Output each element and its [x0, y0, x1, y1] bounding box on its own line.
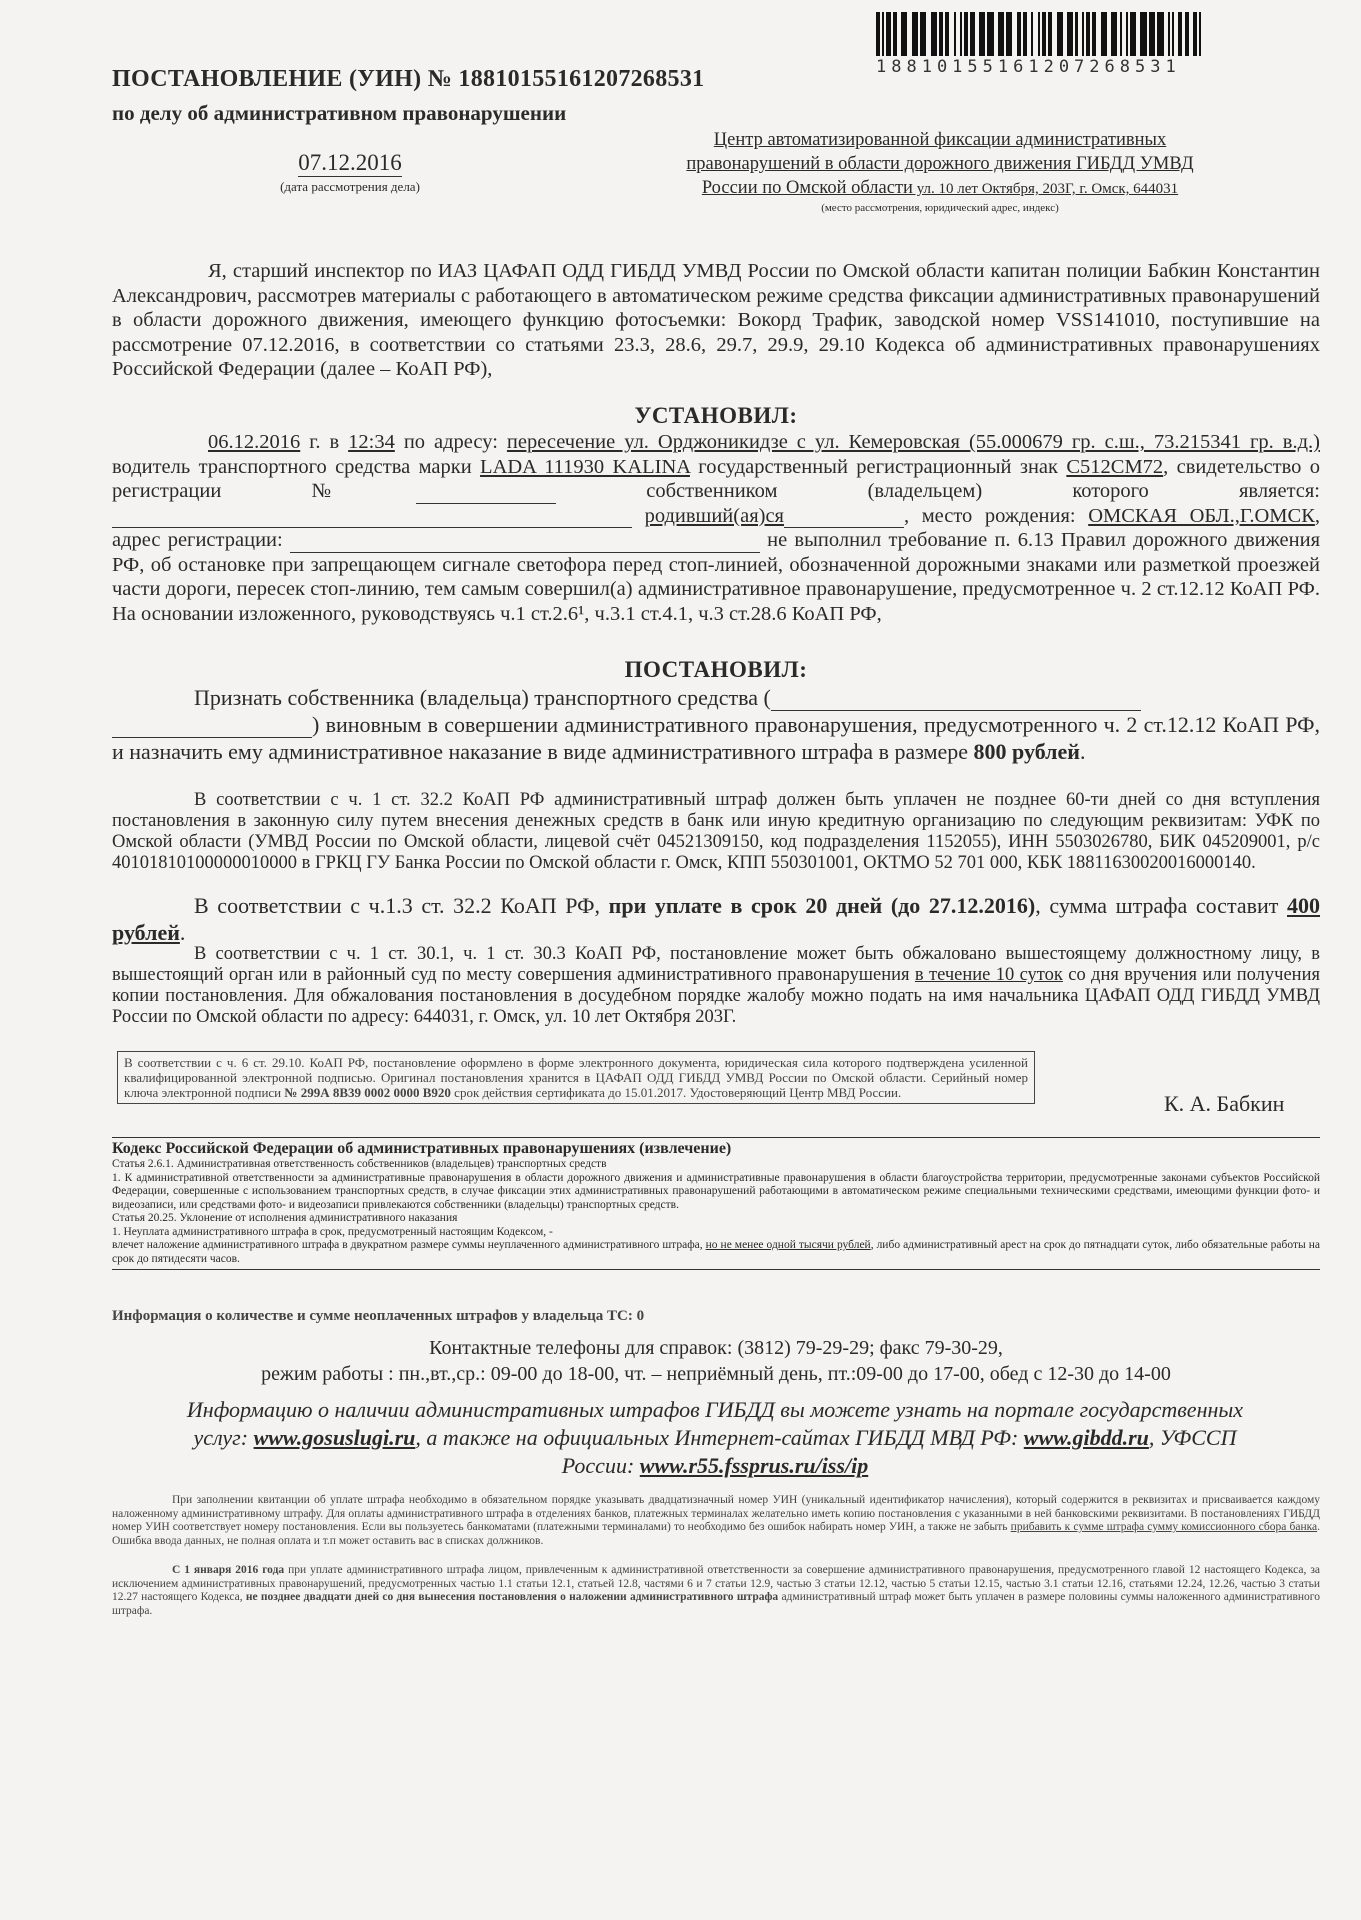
portal-link-gibdd[interactable]: www.gibdd.ru — [1023, 1425, 1149, 1450]
extract-art2-text — [112, 1239, 1320, 1266]
text-certificate: , свидетельство о регистрации № — [112, 455, 1320, 502]
decided-heading: ПОСТАНОВИЛ: — [624, 657, 808, 682]
owner-blank — [771, 710, 1141, 711]
review-date-caption: (дата рассмотрения дела) — [280, 179, 420, 194]
offense-date: 06.12.2016 — [208, 431, 301, 453]
barcode — [876, 12, 1206, 77]
extract-top-rule — [112, 1137, 1320, 1138]
appeal-paragraph — [112, 944, 1320, 1028]
appeal-text-b: со дня вручения или получения копии постановления. Для обжалования постановления в досудебном порядке жалобу можно подать на имя начальника ЦАФАП ОДД ГИБДД УМВД России по Омской области по адресу: 644031, г. Омск, ул. 10 лет Октября 203Г. — [112, 965, 1320, 1027]
established-rest: не выполнил требование п. 6.13 Правил дорожного движения РФ, об остановке при запрещающем сигнале светофора перед стоп-линией, обозначенной дорожными знаками или разметкой проезжей части дороги, пересек стоп-линию, тем самым совершил(а) административное правонарушение, предусмотренное ч. 2 ст.12.12 КоАП РФ. На основании изложенного, руководствуясь ч.1 ст.2.6¹, ч.3.1 ст.4.1, ч.3 ст.28.6 КоАП РФ, — [112, 529, 1320, 625]
extract-art1-text: 1. К административной ответственности за административные правонарушения в области дорожного движения и административные правонарушения в области благоустройства территории, предусмотренные законами субъектов Российской Федерации, совершенные с использованием транспортных средств, в случае фиксации этих административных правонарушений работающими в автоматическом режиме специальными техническими средствами, имеющими функции фото- и видеозаписи, или средствами фото- и видеозаписи привлекаются собственники (владельцы) транспортных средств. — [112, 1171, 1320, 1211]
signer-name: К. А. Бабкин — [1164, 1091, 1285, 1116]
offense-address: пересечение ул. Орджоникидзе с ул. Кемеровская (55.000679 гр. с.ш., 73.215341 гр. в.д.) — [506, 431, 1320, 453]
payment-paragraph: В соответствии с ч. 1 ст. 32.2 КоАП РФ административный штраф должен быть уплачен не позднее 60-ти дней со дня вступления постановления в законную силу путем внесения денежных средств в банк или иную кредитную организацию по следующим реквизитам: УФК по Омской области (УМВД России по Омской области, лицевой счёт 04521309150, код подразделения 1152055), ИНН 5503026780, БИК 045209001, р/с 40101810100000010000 в ГРКЦ ГУ Банка России по Омской области г. Омск, КПП 550301001, ОКТМО 52 701 000, КБК 18811630020016000140. — [112, 790, 1320, 873]
fine-amount: 800 рублей — [973, 739, 1080, 764]
decided-text-a: Признать собственника (владельца) транспортного средства ( — [194, 685, 771, 710]
extract-bottom-rule — [112, 1269, 1320, 1270]
portal-text-a: Информацию о наличии административных штрафов ГИБДД вы можете узнать на портале государственных услуг: — [186, 1397, 1244, 1450]
text-driver: водитель транспортного средства марки — [112, 455, 481, 478]
discount-term: при уплате в срок 20 дней (до 27.12.2016) — [608, 893, 1036, 918]
portal-text-c: , УФССП России: — [561, 1425, 1237, 1478]
appeal-text-a: В соответствии с ч. 1 ст. 30.1, ч. 1 ст. 30.3 КоАП РФ, постановление может быть обжаловано вышестоящему должностному лицу, в вышестоящий орган или в районный суд по месту совершения административного правонарушения — [112, 944, 1320, 985]
document-title: ПОСТАНОВЛЕНИЕ (УИН) № 18810155161207268531 — [112, 66, 705, 92]
footnote-discount-d: административный штраф может быть уплачен в размере половины суммы наложенного административного штрафа. — [112, 1591, 1320, 1617]
plate-number: С512СМ72 — [1066, 455, 1164, 478]
footnote-discount-term: не позднее двадцати дней со дня вынесения постановления о наложении административного штрафа — [245, 1591, 779, 1603]
car-model: LADA 111930 KALINA — [480, 455, 690, 478]
e-signature-text-b: срок действия сертификата до 15.01.2017. Удостоверяющий Центр МВД России. — [450, 1085, 902, 1100]
unpaid-fines-info: Информация о количестве и сумме неоплаченных штрафов у владельца ТС: 0 — [112, 1308, 645, 1324]
footnote-uin-a: При заполнении квитанции об уплате штрафа необходимо в обязательном порядке указывать двадцатизначный номер УИН (уникальный идентификатор начисления), который содержится в реквизитах и присваивается каждому наложенному административному штрафу. Для оплаты административного штрафа в отделениях банков, платежных терминалах желательно иметь копию постановления с указанными в ней банковскими реквизитами. В постановлениях ГИБДД номер УИН соответствует номеру постановления. Если вы пользуетесь банкоматами (платежными терминалами) то необходимо без ошибок набирать номер УИН, а также не забыть — [112, 1494, 1320, 1533]
extract-art1-title: Статья 2.6.1. Административная ответственность собственников (владельцев) транспортных средств — [112, 1158, 607, 1170]
discount-amount: 400 рублей — [112, 893, 1320, 945]
extract-art2-title: Статья 20.25. Уклонение от исполнения административного наказания — [112, 1212, 458, 1224]
text-po-adresu: по адресу: — [394, 431, 507, 453]
e-signature-text-a: В соответствии с ч. 6 ст. 29.10. КоАП РФ, постановление оформлено в форме электронного документа, юридическая сила которого подтверждена усиленной квалифицированной электронной подписью. Оригинал постановления хранится в ЦАФАП ОДД ГИБДД УМВД России по Омской области. Серийный номер ключа электронной подписи — [124, 1055, 1028, 1100]
working-hours: режим работы : пн.,вт.,ср.: 09-00 до 18-00, чт. – неприёмный день, пт.:09-00 до 17-00, обед с 12-30 до 14-00 — [261, 1363, 1171, 1385]
established-heading: УСТАНОВИЛ: — [634, 403, 798, 428]
footnote-discount — [112, 1564, 1320, 1618]
appeal-term: в течение 10 суток — [914, 965, 1063, 985]
extract-art2-b: , либо административный арест на срок до пятнадцати суток, либо обязательные работы на срок до пятидесяти часов. — [112, 1239, 1320, 1265]
extract-heading: Кодекс Российской Федерации об административных правонарушениях (извлечение) — [112, 1140, 732, 1157]
footnote-discount-date: С 1 января 2016 года — [172, 1564, 285, 1576]
code-extract — [112, 1137, 1320, 1270]
reg-address-blank — [290, 552, 760, 553]
portal-info — [170, 1396, 1260, 1480]
place-line-2: правонарушений в области дорожного движения ГИБДД УМВД — [686, 154, 1194, 174]
footnote-discount-b: при уплате административного штрафа лицом, привлеченным к административной ответственности за совершение административного правонарушения, предусмотренного главой 12 настоящего Кодекса, за исключением административных правонарушений, предусмотренных частью 1.1 статьи 12.1, статьей 12.8, частями 6 и 7 статьи 12.9, частью 3 статьи 12.12, частью 5 статьи 12.15, частью 3.1 статьи 12.16, статьями 12.24, 12.26, частью 3 статьи 12.27 настоящего Кодекса, — [112, 1564, 1320, 1603]
portal-text-b: , а также на официальных Интернет-сайтах ГИБДД МВД РФ: — [415, 1425, 1024, 1450]
portal-link-fssp[interactable]: www.r55.fssprus.ru/iss/ip — [639, 1453, 869, 1478]
place-line-1: Центр автоматизированной фиксации административных — [713, 130, 1167, 150]
review-place — [600, 128, 1280, 215]
date-block — [220, 150, 480, 195]
birthdate-blank — [784, 527, 904, 528]
discount-text-d: . — [179, 920, 186, 945]
text-birthplace: , место рождения: — [904, 504, 1089, 527]
born-label: родивший(ая)ся — [644, 504, 784, 527]
discount-text-a: В соответствии с ч.1.3 ст. 32.2 КоАП РФ, — [194, 893, 609, 918]
extract-art2-a: влечет наложение административного штрафа в двукратном размере суммы неуплаченного административного штрафа, — [112, 1239, 706, 1251]
decided-text-c: . — [1079, 739, 1086, 764]
extract-art2-minimum: но не менее одной тысячи рублей — [705, 1239, 871, 1251]
extract-art2-line1: 1. Неуплата административного штрафа в срок, предусмотренный настоящим Кодексом, - — [112, 1225, 553, 1238]
birthplace: ОМСКАЯ ОБЛ.,Г.ОМСК — [1088, 504, 1315, 527]
certificate-blank — [416, 503, 556, 504]
e-signature-key: № 299А 8В39 0002 0000 В920 — [284, 1085, 451, 1100]
barcode-bars — [876, 12, 1206, 56]
owner-name-blank — [112, 527, 632, 528]
place-line-3a: России по Омской области — [701, 178, 913, 198]
portal-link-gosuslugi[interactable]: www.gosuslugi.ru — [253, 1425, 416, 1450]
footnote-uin-commission: прибавить к сумме штрафа сумму комиссионного сбора банка — [1010, 1521, 1318, 1533]
place-caption: (место рассмотрения, юридический адрес, индекс) — [821, 202, 1059, 214]
text-reg-address: , адрес регистрации: — [112, 504, 1320, 551]
discount-paragraph — [112, 892, 1320, 946]
barcode-number: 18810155161207268531 — [876, 57, 1181, 77]
owner-blank-2 — [112, 737, 312, 738]
e-signature-box — [117, 1051, 1035, 1104]
decided-text-b: ) виновным в совершении административного правонарушения, предусмотренного ч. 2 ст.12.12 КоАП РФ, и назначить ему административное наказание в виде административного штрафа в размере — [112, 712, 1320, 764]
document-subtitle: по делу об административном правонарушении — [112, 101, 567, 125]
footnote-uin-b: . Ошибка ввода данных, не полная оплата и т.п может оставить вас в списках должников. — [112, 1521, 1320, 1547]
established-paragraph — [112, 430, 1320, 626]
intro-paragraph: Я, старший инспектор по ИАЗ ЦАФАП ОДД ГИБДД УМВД России по Омской области капитан полиции Бабкин Константин Александрович, рассмотрев материалы с работающего в автоматическом режиме средства фиксации административных правонарушений в области дорожного движения, имеющего функцию фотосъемки: Вокорд Трафик, заводской номер VSS141010, поступившие на рассмотрение 07.12.2016, в соответствии со статьями 23.3, 28.6, 29.7, 29.9, 29.10 Кодекса об административных правонарушениях Российской Федерации (далее – КоАП РФ), — [112, 260, 1320, 380]
place-line-3b: ул. 10 лет Октября, 203Г, г. Омск, 644031 — [912, 181, 1179, 197]
footnote-uin — [112, 1494, 1320, 1548]
contact-phones: Контактные телефоны для справок: (3812) 79-29-29; факс 79-30-29, — [429, 1337, 1003, 1359]
offense-time: 12:34 — [348, 431, 395, 453]
text-owner: собственником (владельцем) которого является: — [556, 480, 1321, 502]
review-date: 07.12.2016 — [298, 150, 402, 175]
barcode-bar — [1201, 12, 1205, 56]
discount-text-c: , сумма штрафа составит — [1035, 893, 1287, 918]
decided-paragraph — [112, 684, 1320, 765]
text-g-v: г. в — [300, 431, 349, 453]
text-reg-sign: государственный регистрационный знак — [689, 455, 1067, 478]
